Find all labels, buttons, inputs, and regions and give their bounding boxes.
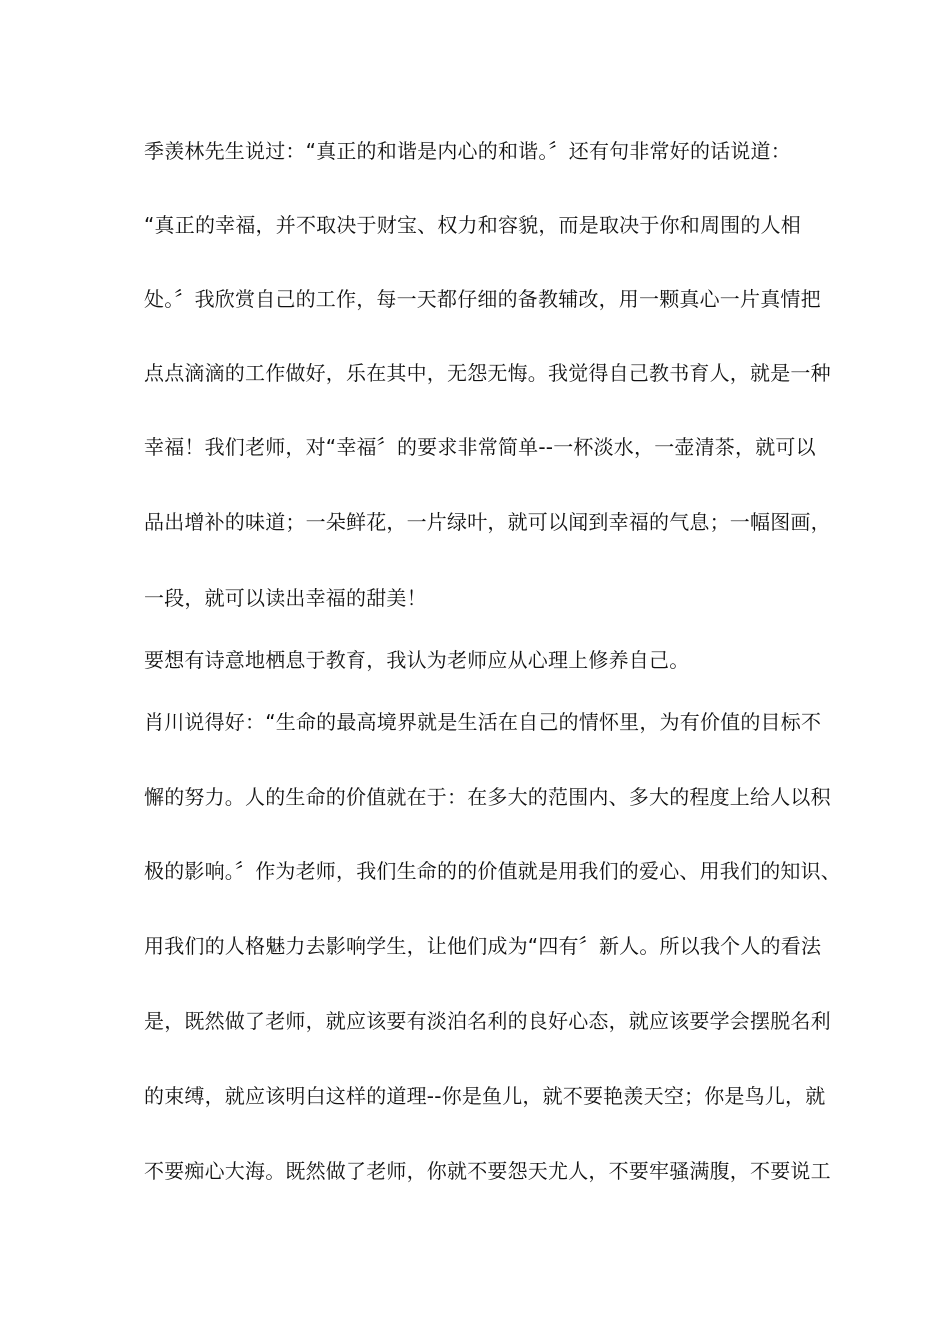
text-line: 点点滴滴的工作做好，乐在其中，无怨无悔。我觉得自己教书育人，就是一种 xyxy=(144,361,831,385)
text-line: 用我们的人格魅力去影响学生，让他们成为“四有〞新人。所以我个人的看法 xyxy=(144,934,822,958)
text-line: 品出增补的味道；一朵鲜花，一片绿叶，就可以闻到幸福的气息；一幅图画， xyxy=(144,510,831,534)
text-line: 肖川说得好：“生命的最高境界就是生活在自己的情怀里，为有价值的目标不 xyxy=(144,710,822,734)
text-line: 要想有诗意地栖息于教育，我认为老师应从心理上修养自己。 xyxy=(144,648,690,672)
text-line: “真正的幸福，并不取决于财宝、权力和容貌，而是取决于你和周围的人相 xyxy=(144,213,801,237)
text-line: 处。〞我欣赏自己的工作，每一天都仔细的备教辅改，用一颗真心一片真情把 xyxy=(144,287,821,311)
text-line: 极的影响。〞作为老师，我们生命的的价值就是用我们的爱心、用我们的知识、 xyxy=(144,859,841,883)
text-line: 不要痴心大海。既然做了老师，你就不要怨天尤人，不要牢骚满腹，不要说工 xyxy=(144,1159,831,1183)
text-line: 季羡林先生说过：“真正的和谐是内心的和谐。〞还有句非常好的话说道： xyxy=(144,139,791,163)
text-line: 幸福！我们老师，对“幸福〞的要求非常简单--一杯淡水，一壶清茶，就可以 xyxy=(144,435,816,459)
text-line: 一段，就可以读出幸福的甜美！ xyxy=(144,586,427,610)
text-line: 懈的努力。人的生命的价值就在于：在多大的范围内、多大的程度上给人以积 xyxy=(144,785,831,809)
text-line: 是，既然做了老师，就应该要有淡泊名利的良好心态，就应该要学会摆脱名利 xyxy=(144,1009,831,1033)
text-line: 的束缚，就应该明白这样的道理--你是鱼儿，就不要艳羡天空；你是鸟儿，就 xyxy=(144,1084,826,1108)
